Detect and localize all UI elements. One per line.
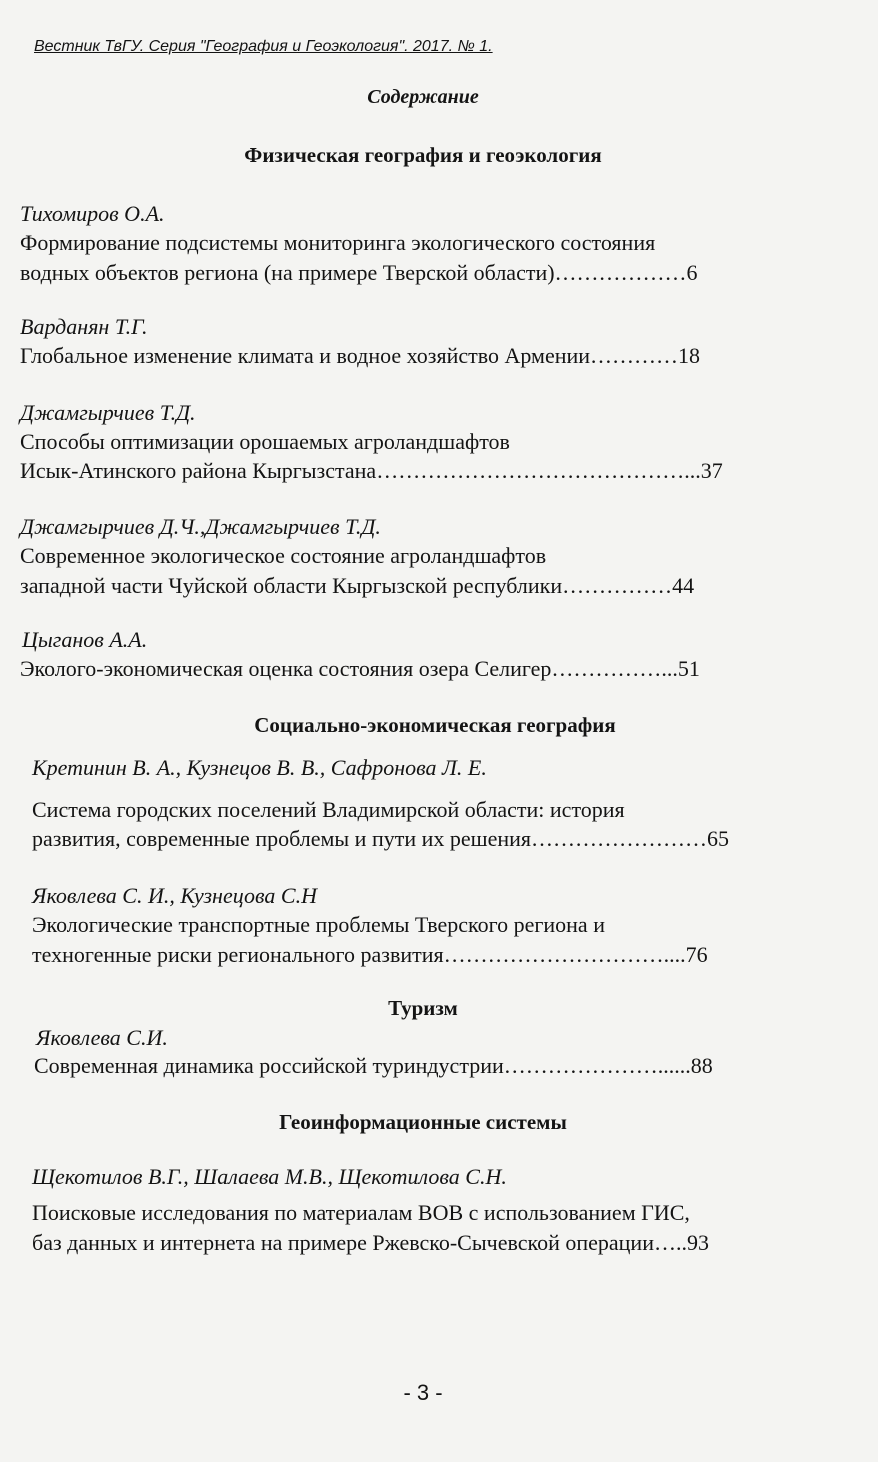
entry-author: Джамгырчиев Д.Ч.,Джамгырчиев Т.Д.	[20, 514, 381, 539]
entry-title-line: Глобальное изменение климата и водное хозяйство Армении…………18	[20, 343, 701, 368]
entry-title-line: Способы оптимизации орошаемых агроландшафтов	[20, 429, 510, 454]
entry-title-line: Поисковые исследования по материалам ВОВ с использованием ГИС,	[32, 1200, 690, 1225]
entry-title-line: Экологические транспортные проблемы Тверского региона и	[32, 912, 605, 937]
entry-title-line: развития, современные проблемы и пути их решения……………………65	[32, 826, 730, 851]
entry-title-line: баз данных и интернета на примере Ржевско-Сычевской операции…..93	[32, 1230, 709, 1255]
entry-title-line: водных объектов региона (на примере Тверской области)………………6	[20, 260, 698, 285]
section-heading: Физическая география и геоэкология	[244, 143, 602, 167]
entry-title-line: западной части Чуйской области Кыргызской республики……………44	[20, 573, 695, 598]
entry-author: Яковлева С. И., Кузнецова С.Н	[32, 883, 317, 908]
entry-author: Джамгырчиев Т.Д.	[20, 400, 196, 425]
entry-author: Тихомиров О.А.	[20, 201, 165, 226]
section-heading: Туризм	[388, 996, 458, 1020]
section-heading: Социально-экономическая география	[254, 713, 616, 737]
entry-author: Цыганов А.А.	[22, 627, 148, 652]
section-heading: Геоинформационные системы	[279, 1110, 567, 1134]
entry-title-line: Формирование подсистемы мониторинга экологического состояния	[20, 230, 656, 255]
entry-title-line: Эколого-экономическая оценка состояния озера Селигер……………...51	[20, 656, 700, 681]
page-number: - 3 -	[403, 1380, 443, 1405]
entry-author: Яковлева С.И.	[36, 1025, 168, 1050]
entry-title-line: Исык-Атинского района Кыргызстана……………………………………...37	[20, 458, 723, 483]
entry-author: Кретинин В. А., Кузнецов В. В., Сафронова Л. Е.	[32, 755, 487, 780]
entry-author: Варданян Т.Г.	[20, 314, 148, 339]
journal-header: Вестник ТвГУ. Серия "География и Геоэкология". 2017. № 1.	[34, 38, 493, 55]
page-title: Содержание	[367, 86, 479, 108]
entry-title-line: Современная динамика российской туриндустрии…………………......88	[34, 1053, 713, 1078]
entry-title-line: техногенные риски регионального развития…………………………....76	[32, 942, 708, 967]
entry-title-line: Современное экологическое состояние агроландшафтов	[20, 543, 547, 568]
entry-author: Щекотилов В.Г., Шалаева М.В., Щекотилова С.Н.	[32, 1164, 507, 1189]
entry-title-line: Система городских поселений Владимирской области: история	[32, 797, 625, 822]
